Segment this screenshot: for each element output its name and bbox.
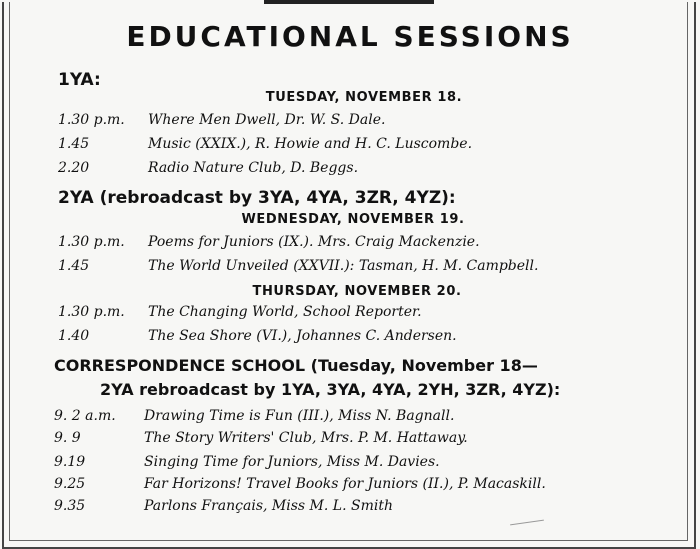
time-label: 1.30 p.m. xyxy=(58,234,125,250)
programme-title: Music (XXIX.), R. Howie and H. C. Luscombe. xyxy=(148,136,473,152)
date-tuesday: TUESDAY, NOVEMBER 18. xyxy=(265,90,463,105)
time-label: 9.25 xyxy=(54,476,86,492)
correspondence-heading: CORRESPONDENCE SCHOOL (Tuesday, November 18— xyxy=(54,356,538,375)
top-rule xyxy=(264,0,434,4)
correspondence-subheading: 2YA rebroadcast by 1YA, 3YA, 4YA, 2YH, 3ZR, 4YZ): xyxy=(100,380,561,399)
time-label: 2.20 xyxy=(58,160,90,176)
programme-title: Parlons Français, Miss M. L. Smith xyxy=(144,498,393,514)
time-label: 1.40 xyxy=(58,328,90,344)
programme-title: Far Horizons! Travel Books for Juniors (II.), P. Macaskill. xyxy=(144,476,546,492)
time-label: 9. 2 a.m. xyxy=(54,408,116,424)
station-2ya-heading: 2YA (rebroadcast by 3YA, 4YA, 3ZR, 4YZ): xyxy=(58,188,456,208)
programme-title: Where Men Dwell, Dr. W. S. Dale. xyxy=(148,112,386,128)
programme-title: The Changing World, School Reporter. xyxy=(148,304,422,320)
date-thursday: THURSDAY, NOVEMBER 20. xyxy=(252,284,462,299)
programme-title: The Story Writers' Club, Mrs. P. M. Hattaway. xyxy=(144,430,468,446)
programme-title: Poems for Juniors (IX.). Mrs. Craig Mackenzie. xyxy=(148,234,480,250)
programme-title: Singing Time for Juniors, Miss M. Davies. xyxy=(144,454,440,470)
time-label: 1.45 xyxy=(58,258,90,274)
programme-title: The World Unveiled (XXVII.): Tasman, H. M. Campbell. xyxy=(148,258,539,274)
time-label: 9.19 xyxy=(54,454,86,470)
time-label: 1.45 xyxy=(58,136,90,152)
time-label: 1.30 p.m. xyxy=(58,304,125,320)
time-label: 9. 9 xyxy=(54,430,81,446)
programme-title: The Sea Shore (VI.), Johannes C. Andersen. xyxy=(148,328,457,344)
time-label: 9.35 xyxy=(54,498,86,514)
programme-title: Drawing Time is Fun (III.), Miss N. Bagnall. xyxy=(144,408,455,424)
time-label: 1.30 p.m. xyxy=(58,112,125,128)
programme-title: Radio Nature Club, D. Beggs. xyxy=(148,160,359,176)
page-title: EDUCATIONAL SESSIONS xyxy=(126,20,574,53)
station-1ya-heading: 1YA: xyxy=(58,70,101,90)
date-wednesday: WEDNESDAY, NOVEMBER 19. xyxy=(241,212,465,227)
